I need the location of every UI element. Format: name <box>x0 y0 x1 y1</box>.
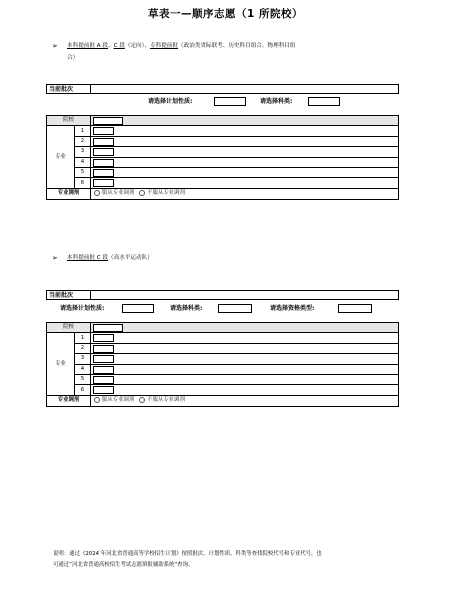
major-number: 5 <box>75 374 91 384</box>
section2-intro: ➢ 本科提前批 C 段（高水平运动队） <box>52 254 153 262</box>
table-row <box>47 147 399 157</box>
major-number: 2 <box>75 136 91 146</box>
current-batch-label: 当前批次 <box>47 291 91 299</box>
table-row <box>47 126 399 136</box>
bullet-arrow-icon: ➢ <box>52 254 58 262</box>
current-batch-label: 当前批次 <box>47 85 91 93</box>
qualification-select[interactable] <box>338 304 372 313</box>
table-row <box>47 333 399 343</box>
major-cell <box>91 343 399 353</box>
major-code-input[interactable] <box>93 345 114 353</box>
table-row <box>47 395 399 406</box>
plan-nature-select[interactable] <box>122 304 154 313</box>
plan-nature-select[interactable] <box>214 97 246 106</box>
school-cell <box>91 323 399 333</box>
plan-nature-label: 请选择计划性质: <box>60 305 105 312</box>
major-code-input[interactable] <box>93 169 114 177</box>
school-input[interactable] <box>93 324 123 332</box>
radio-not-obey-adjust[interactable] <box>139 190 145 196</box>
school-cell <box>91 116 399 126</box>
choice-table-2 <box>46 322 399 407</box>
major-number: 3 <box>75 147 91 157</box>
table-row <box>47 374 399 384</box>
plan-nature-label: 请选择计划性质: <box>148 98 193 105</box>
radio-obey-adjust[interactable] <box>94 397 100 403</box>
major-cell <box>91 385 399 395</box>
major-code-input[interactable] <box>93 376 114 384</box>
major-code-input[interactable] <box>93 127 114 135</box>
major-number: 4 <box>75 157 91 167</box>
major-number: 2 <box>75 343 91 353</box>
choice-table-1 <box>46 115 399 200</box>
page-title: 草表一—顺序志愿（1 所院校） <box>148 8 303 20</box>
adjust-options: 服从专业调剂 不服从专业调剂 <box>91 188 399 199</box>
major-label: 专业 <box>47 333 75 395</box>
current-batch-bar-2[interactable] <box>46 290 399 300</box>
major-number: 6 <box>75 385 91 395</box>
major-cell <box>91 333 399 343</box>
major-number: 1 <box>75 126 91 136</box>
major-cell <box>91 136 399 146</box>
table-row <box>47 167 399 177</box>
major-code-input[interactable] <box>93 159 114 167</box>
table-row <box>47 157 399 167</box>
link-junior-college-early[interactable]: 专科提前批 <box>150 43 178 49</box>
link-c-segment[interactable]: C 段 <box>113 43 125 49</box>
major-code-input[interactable] <box>93 334 114 342</box>
adjust-options: 服从专业调剂 不服从专业调剂 <box>91 395 399 406</box>
section1-intro-line2: 合） <box>67 55 79 61</box>
select-row-1 <box>46 96 399 108</box>
major-number: 1 <box>75 333 91 343</box>
section1-intro: ➢ 本科提前批 A 段、C 段（定向）、专科提前批（政治类省际联考、历史科目组合、物理科目组 合） <box>52 40 412 64</box>
subject-label: 请选择科类: <box>170 305 203 312</box>
table-row <box>47 385 399 395</box>
table-row <box>47 188 399 199</box>
footnote-line1: 说明：通过《2024 年河北省普通高等学校招生计划》按照批次、计划性质、科类等查找院校代号和专业代号，也 <box>53 551 322 557</box>
table-row <box>47 323 399 333</box>
major-code-input[interactable] <box>93 148 114 156</box>
subject-select[interactable] <box>308 97 340 106</box>
major-cell <box>91 157 399 167</box>
major-cell <box>91 126 399 136</box>
major-number: 3 <box>75 354 91 364</box>
adjust-label: 专业调剂 <box>47 395 91 406</box>
radio-obey-adjust[interactable] <box>94 190 100 196</box>
major-number: 4 <box>75 364 91 374</box>
table-row <box>47 116 399 126</box>
footnote-line2: 可通过“河北省普通高校招生考试志愿填报辅助系统”查询。 <box>53 562 194 568</box>
major-number: 6 <box>75 178 91 188</box>
select-row-2 <box>46 303 399 315</box>
adjust-label: 专业调剂 <box>47 188 91 199</box>
major-cell <box>91 364 399 374</box>
school-input[interactable] <box>93 117 123 125</box>
major-cell <box>91 167 399 177</box>
table-row <box>47 136 399 146</box>
major-code-input[interactable] <box>93 138 114 146</box>
subject-label: 请选择科类: <box>260 98 293 105</box>
table-row <box>47 364 399 374</box>
major-cell <box>91 374 399 384</box>
major-label: 专业 <box>47 126 75 188</box>
major-number: 5 <box>75 167 91 177</box>
school-label: 院校 <box>47 323 91 333</box>
link-undergrad-early-a[interactable]: 本科提前批 A 段 <box>67 43 108 49</box>
major-cell <box>91 354 399 364</box>
subject-select[interactable] <box>218 304 252 313</box>
major-code-input[interactable] <box>93 386 114 394</box>
footnote <box>53 549 413 571</box>
qualification-label: 请选择资格类型: <box>270 305 315 312</box>
major-code-input[interactable] <box>93 355 114 363</box>
major-code-input[interactable] <box>93 179 114 187</box>
table-row <box>47 178 399 188</box>
link-undergrad-early-c[interactable]: 本科提前批 C 段 <box>67 255 109 261</box>
radio-not-obey-adjust[interactable] <box>139 397 145 403</box>
bullet-arrow-icon: ➢ <box>52 42 58 50</box>
major-cell <box>91 147 399 157</box>
table-row <box>47 354 399 364</box>
major-cell <box>91 178 399 188</box>
table-row <box>47 343 399 353</box>
major-code-input[interactable] <box>93 366 114 374</box>
current-batch-bar-1[interactable] <box>46 84 399 94</box>
school-label: 院校 <box>47 116 91 126</box>
